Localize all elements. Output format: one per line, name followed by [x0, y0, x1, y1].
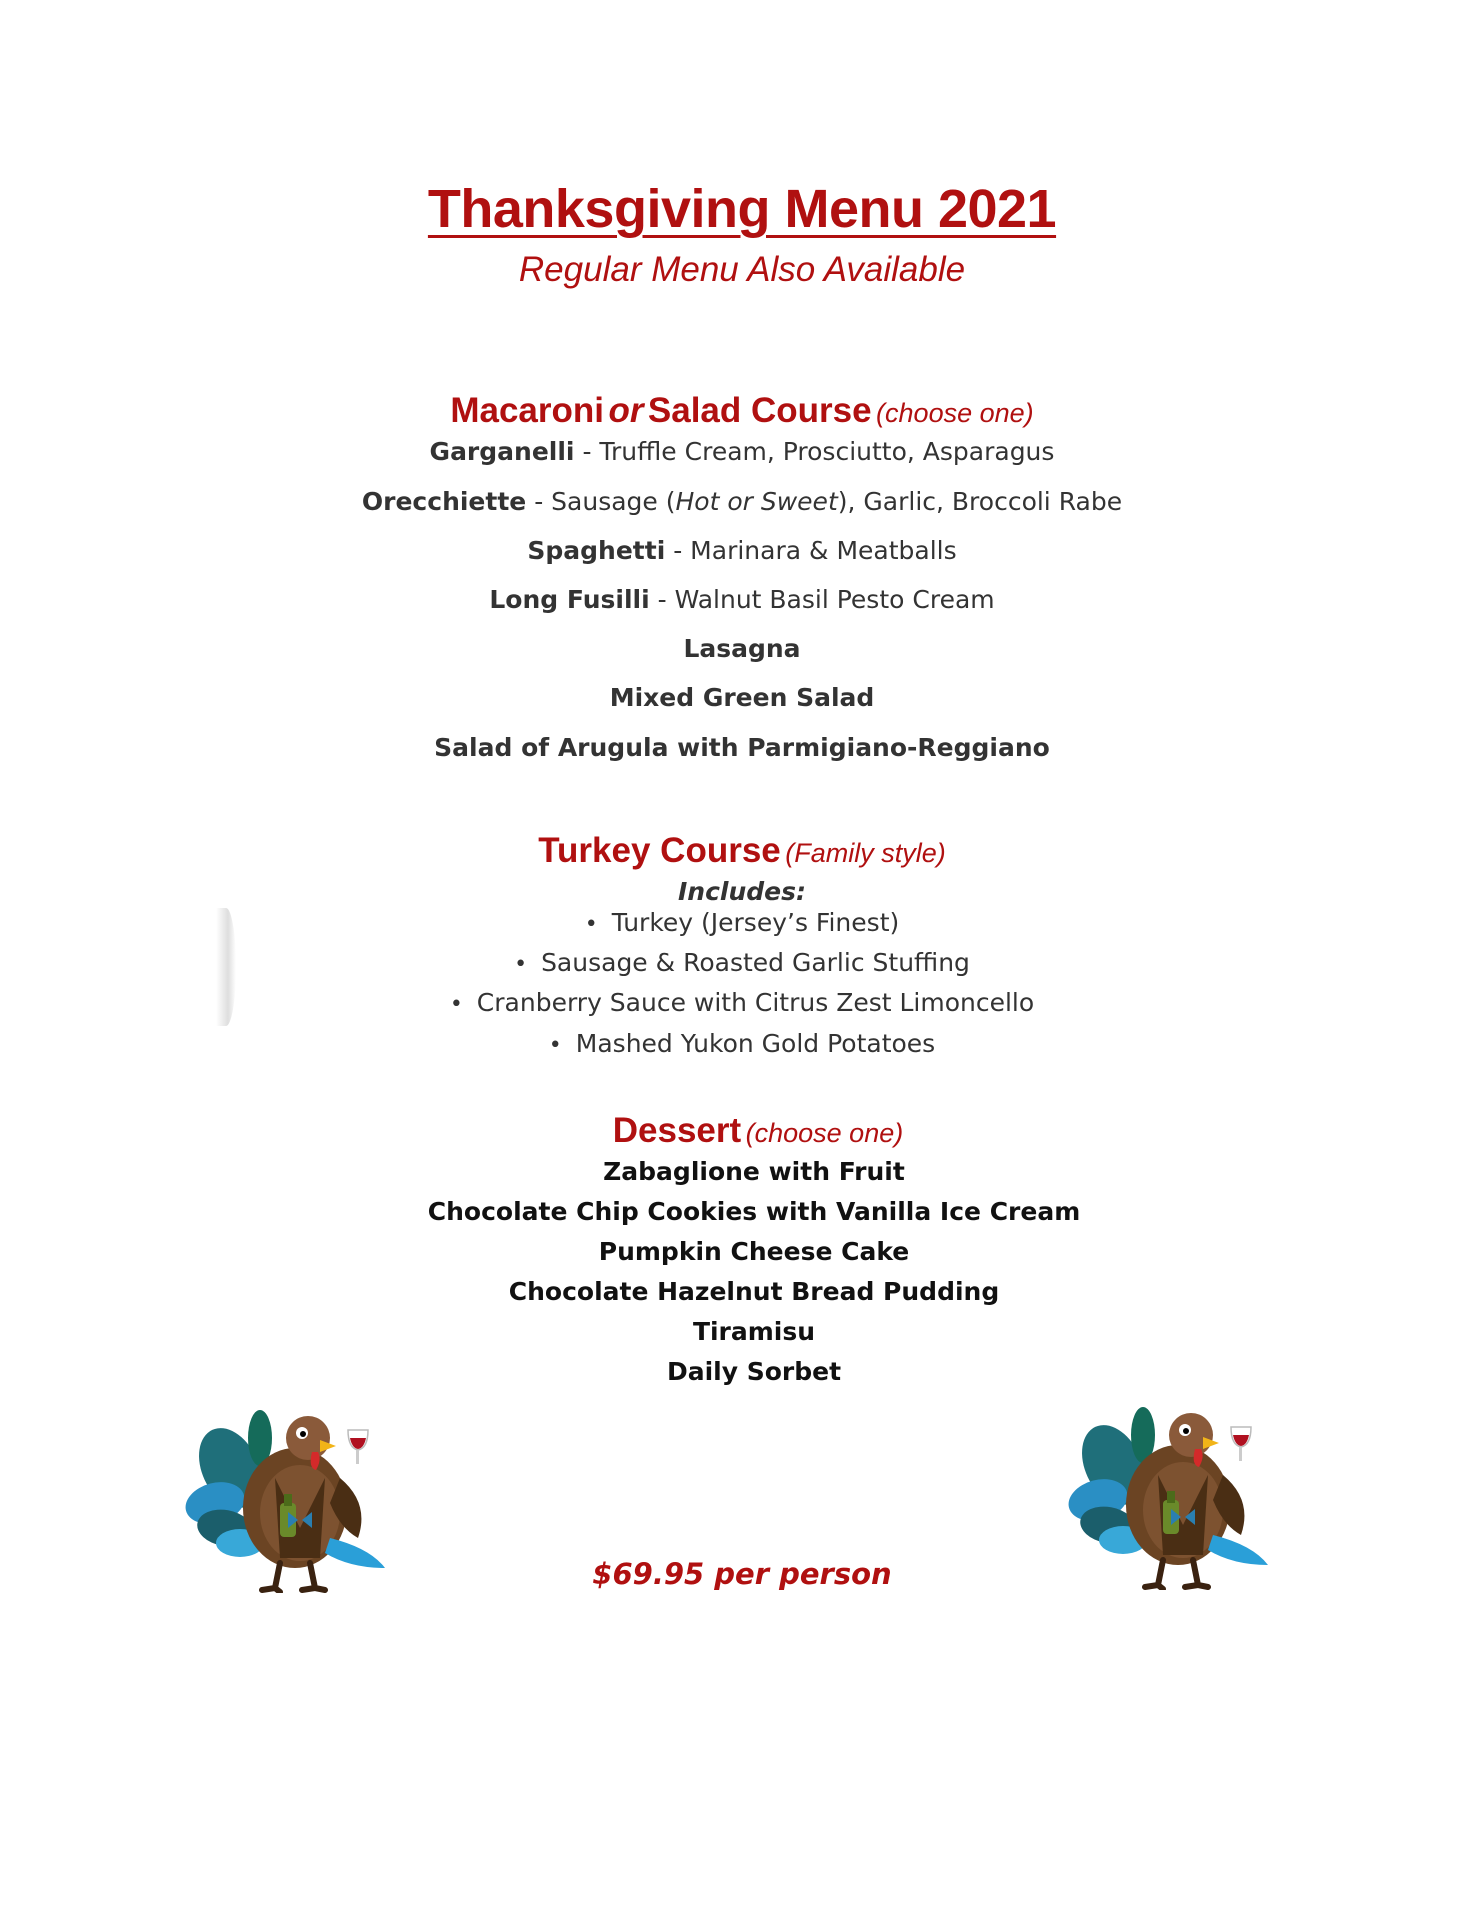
- turkey-item: • Sausage & Roasted Garlic Stuffing: [0, 948, 1484, 977]
- scan-smudge: [216, 908, 236, 1026]
- turkey-course-heading: Turkey Course (Family style): [538, 831, 946, 870]
- dessert-item: Chocolate Hazelnut Bread Pudding: [508, 1277, 1000, 1306]
- dessert-item: Daily Sorbet: [666, 1357, 842, 1386]
- dessert-course-heading: Dessert (choose one): [612, 1111, 904, 1150]
- includes-label: Includes:: [677, 877, 806, 906]
- turkey-item: • Turkey (Jersey’s Finest): [0, 908, 1484, 937]
- menu-item-garganelli: Garganelli - Truffle Cream, Prosciutto, Asparagus: [429, 437, 1055, 466]
- dessert-item: Tiramisu: [692, 1317, 816, 1346]
- turkey-item: • Cranberry Sauce with Citrus Zest Limoncello: [0, 988, 1484, 1017]
- page-title: Thanksgiving Menu 2021: [427, 179, 1057, 239]
- dessert-item: Chocolate Chip Cookies with Vanilla Ice Cream: [427, 1197, 1081, 1226]
- turkey-item: • Mashed Yukon Gold Potatoes: [0, 1029, 1484, 1058]
- turkey-illustration-icon: [1063, 1405, 1278, 1590]
- menu-item-lasagna: Lasagna: [683, 634, 801, 663]
- dessert-item: Zabaglione with Fruit: [603, 1157, 905, 1186]
- menu-item-arugula-salad: Salad of Arugula with Parmigiano-Reggiano: [434, 733, 1050, 762]
- menu-item-spaghetti: Spaghetti - Marinara & Meatballs: [527, 536, 957, 565]
- menu-item-long-fusilli: Long Fusilli - Walnut Basil Pesto Cream: [489, 585, 995, 614]
- price-label: $69.95 per person: [592, 1557, 892, 1591]
- menu-item-orecchiette: Orecchiette - Sausage (Hot or Sweet), Garlic, Broccoli Rabe: [361, 487, 1123, 516]
- turkey-illustration-icon: [180, 1408, 395, 1593]
- dessert-item: Pumpkin Cheese Cake: [598, 1237, 910, 1266]
- macaroni-course-heading: Macaroni or Salad Course (choose one): [450, 391, 1034, 430]
- page-subtitle: Regular Menu Also Available: [518, 250, 966, 289]
- menu-item-mixed-green-salad: Mixed Green Salad: [609, 683, 875, 712]
